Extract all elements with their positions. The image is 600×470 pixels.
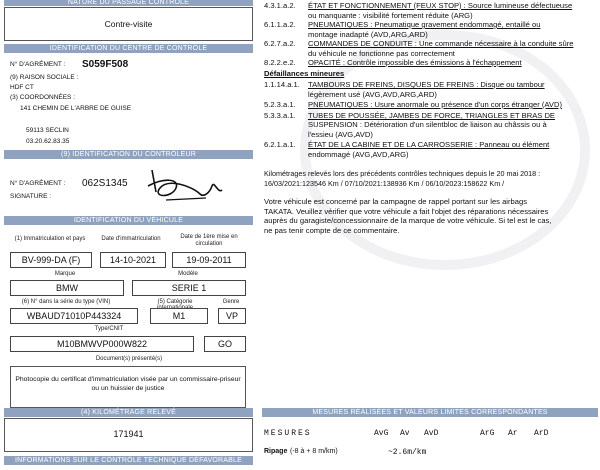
ripage-range: (-8 à + 8 m/km) <box>290 448 338 455</box>
defect-line: l'essieu (AVG,AVD) <box>308 129 373 139</box>
category-value: M1 <box>150 308 208 324</box>
measures-col: ArD <box>534 429 549 438</box>
defect-line: SUSPENSION : Détérioration d'un silentbloc de liaison au châssis ou à <box>308 120 547 129</box>
company-value: HDF CT <box>10 84 34 91</box>
km-history-line: 16/03/2021:123546 Km / 07/10/2021:138936 Km / 06/10/2023:158622 Km / <box>264 178 505 188</box>
section-header-nature: NATURE DU PASSAGE CONTROLE <box>4 0 253 6</box>
defect-line: 6.2.1.a.1. ÉTAT DE LA CABINE ET DE LA CARROSSERIE : Panneau ou élément <box>264 140 550 149</box>
reg-date-value: 14-10-2021 <box>100 252 166 268</box>
recall-line: Votre véhicule est concerné par la campagne de rappel portant sur les airbags <box>264 197 527 206</box>
measures-col: AvD <box>424 429 439 438</box>
genre-label: Genre <box>222 299 240 305</box>
km-box <box>4 418 253 452</box>
type-value: M10BMWVP000W822 <box>10 336 194 352</box>
recall-line: auprès du garagiste/concessionnaire de la marque de votre véhicule. Si tel est le cas, <box>264 216 552 225</box>
signature-label: SIGNATURE : <box>10 193 52 200</box>
genre-value: VP <box>218 308 246 324</box>
company-label: (9) RAISON SOCIALE : <box>10 74 79 81</box>
brand-label: Marque <box>54 271 76 277</box>
address-line-1: 141 CHEMIN DE L'ARBRE DE GUISE <box>20 105 132 112</box>
defect-line: 1.1.14.a.1. TAMBOURS DE FREINS, DISQUES DE FREINS : Disque ou tambour <box>264 80 545 89</box>
defect-line: 6.1.1.a.2. PNEUMATIQUES : Pneumatique gravement endommagé, entaillé ou <box>264 20 541 29</box>
ripage-value: ~2.6m/km <box>388 448 427 457</box>
vehicle-section <box>4 226 254 406</box>
measures-label: MESURES <box>264 429 312 438</box>
measures-table <box>262 419 598 470</box>
defect-line: légèrement usé (AVG,AVD,ARG,ARD) <box>308 89 437 99</box>
measures-col: Av <box>400 429 410 438</box>
section-header-unfavourable: INFORMATIONS SUR LE CONTRÔLE TECHNIQUE DÉFAVORABLE <box>4 456 253 465</box>
address-line-2: 59113 SECLIN <box>26 127 69 134</box>
agreement-label: N° D'AGRÉMENT : <box>10 61 66 68</box>
defect-line: 5.3.3.a.1. TUBES DE POUSSÉE, JAMBES DE FORCE, TRIANGLES ET BRAS DE <box>264 110 555 120</box>
centre-section <box>10 58 250 148</box>
section-header-vehicle: IDENTIFICATION DU VÉHICULE <box>4 216 253 225</box>
reg-date-label: Date d'immatriculation <box>101 236 161 242</box>
defect-line: 5.2.3.a.1. PNEUMATIQUES : Usure anormale ou présence d'un corps étranger (AVD) <box>264 100 562 109</box>
reg-value: BV-999-DA (F) <box>10 252 92 268</box>
section-header-km: (4) KILOMÉTRAGE RELEVÉ <box>4 408 253 417</box>
controller-agreement-label: N° D'AGRÉMENT : <box>10 180 66 187</box>
recall-line: ne pas tenir compte de ce commentaire. <box>264 225 400 235</box>
defect-line: 4.3.1.a.2. ÉTAT ET FONCTIONNEMENT (FEUX STOP) : Source lumineuse défectueuse <box>264 1 573 10</box>
docs-box <box>10 366 246 408</box>
minor-defects-title: Défaillances mineures <box>264 69 345 78</box>
phone-value: 03.20.62.83.35 <box>26 138 70 145</box>
km-history-line: Kilométrages relevés lors des précédents contrôles techniques depuis le 20 mai 2018 : <box>264 169 541 178</box>
section-header-controller: (9) IDENTIFICATION DU CONTRÔLEUR <box>4 150 253 159</box>
vin-label: (6) N° dans la série du type (VIN) <box>21 299 111 305</box>
defect-line: 6.2.7.a.2. COMMANDES DE CONDUITE : Une commande nécessaire à la conduite sûre <box>264 39 574 48</box>
model-label: Modèle <box>178 271 198 277</box>
ripage-label: Ripage <box>264 448 288 455</box>
defect-line: montage inadapté (AVD,ARG,ARD) <box>308 29 428 39</box>
first-circ-label: Date de 1ère mise en circulation <box>180 234 238 247</box>
docs-label: Document(s) présenté(s) <box>95 356 163 362</box>
measures-col: AvG <box>374 429 389 438</box>
model-value: SERIE 1 <box>132 280 246 296</box>
coords-label: (3) COORDONNÉES : <box>10 94 76 101</box>
km-value: 171941 <box>113 429 144 439</box>
recall-line: TAKATA. Veuillez vérifier que votre véhicule a fait l'objet des réparations nécessaires <box>264 206 549 216</box>
section-header-measures: MESURES RÉALISÉES ET VALEURS LIMITES CORRESPONDANTES <box>262 408 598 417</box>
reg-label: (1) Immatriculation et pays <box>14 236 86 242</box>
section-header-centre: IDENTIFICATION DU CENTRE DE CONTRÔLE <box>4 44 253 53</box>
controller-section <box>10 162 250 212</box>
defect-line: ou manquante : visibilité fortement réduite (ARG) <box>308 10 473 20</box>
visit-type-box <box>4 7 253 41</box>
brand-value: BMW <box>10 280 124 296</box>
defect-line: du véhicule ne fonctionne pas correctement <box>308 48 455 58</box>
category-label: (5) Catégorie internationale <box>156 299 194 311</box>
energy-value: GO <box>204 336 246 352</box>
measures-col: ArG <box>480 429 495 438</box>
visit-type-value: Contre-visite <box>104 19 153 29</box>
agreement-value: S059F508 <box>82 59 129 70</box>
measures-col: Ar <box>508 429 518 438</box>
controller-agreement-value: 062S1345 <box>82 178 128 189</box>
signature-image <box>122 164 232 208</box>
first-circ-value: 19-09-2011 <box>172 252 246 268</box>
defect-line: endommagé (AVG,AVD,ARG) <box>308 149 409 159</box>
docs-value: Photocopie du certificat d'immatriculation visée par un commissaire-priseur ou un huissier de justice <box>15 376 241 392</box>
type-label: Type/CNIT <box>94 326 124 332</box>
defect-line: 8.2.2.e.2. OPACITÉ : Contrôle impossible des émissions à l'échappement <box>264 58 522 67</box>
vin-value: WBAUD71010P443324 <box>10 308 138 324</box>
